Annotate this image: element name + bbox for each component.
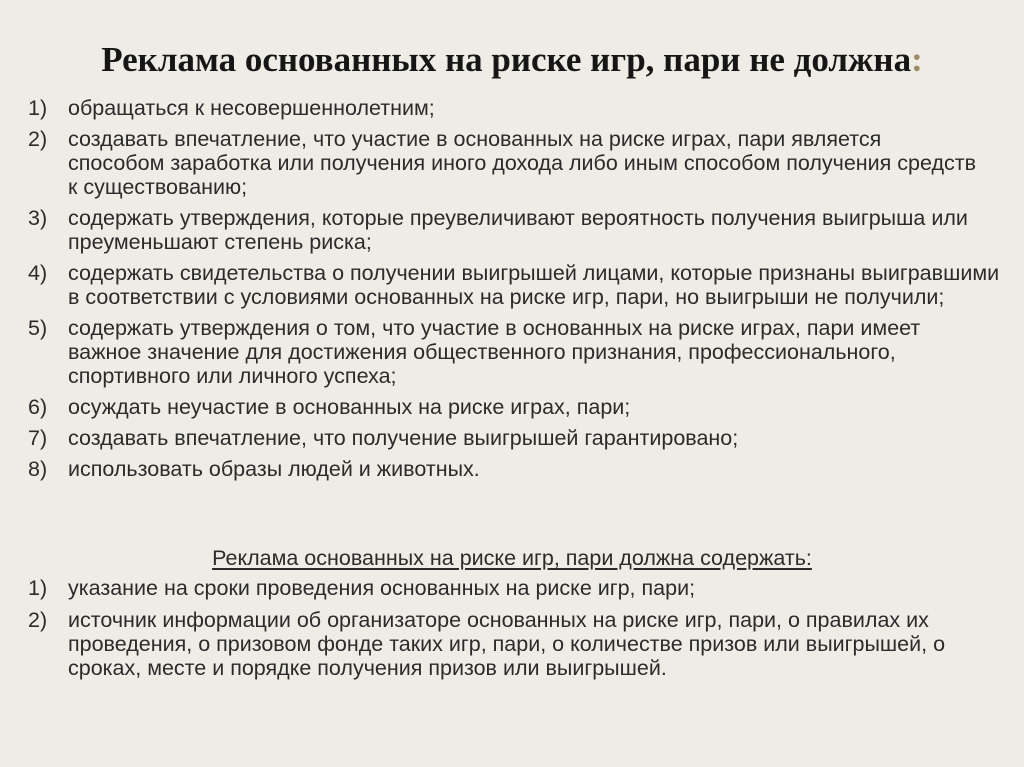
list-item <box>28 395 968 419</box>
item-number: 5) <box>28 316 48 340</box>
list-item <box>28 608 1013 680</box>
list-item <box>28 457 968 481</box>
item-text: создавать впечатление, что участие в основанных на риске играх, пари является способом заработка или получения иного дохода либо иным способом получения средств к существованию; <box>68 127 977 199</box>
list-item <box>28 127 983 199</box>
item-number: 4) <box>28 261 48 285</box>
list-item <box>28 576 968 600</box>
prohibitions-list <box>28 96 1008 488</box>
item-number: 8) <box>28 457 48 481</box>
item-number: 2) <box>28 127 48 151</box>
slide-title <box>0 38 1024 82</box>
requirements-heading <box>0 545 1024 571</box>
item-text: содержать свидетельства о получении выигрышей лицами, которые признаны выигравшими в соответствии с условиями основанных на риске игр, пари, но выигрыши не получили; <box>68 261 1000 309</box>
title-text: Реклама основанных на риске игр, пари не должна <box>101 40 912 79</box>
item-number: 6) <box>28 395 48 419</box>
list-item <box>28 261 1008 309</box>
item-text: указание на сроки проведения основанных на риске игр, пари; <box>68 576 696 600</box>
item-text: содержать утверждения, которые преувеличивают вероятность получения выигрыша или преуменьшают степень риска; <box>68 206 968 254</box>
requirements-list <box>28 576 1008 688</box>
item-text: содержать утверждения о том, что участие в основанных на риске играх, пари имеет важное значение для достижения общественного признания, профессионального, спортивного или личного успеха; <box>68 316 921 388</box>
list-item <box>28 316 993 388</box>
item-text: создавать впечатление, что получение выигрышей гарантировано; <box>68 426 739 450</box>
requirements-heading-text: Реклама основанных на риске игр, пари должна содержать: <box>212 546 812 570</box>
item-text: источник информации об организаторе основанных на риске игр, пари, о правилах их проведения, о призовом фонде таких игр, пари, о количестве призов или выигрышей, о сроках, месте и порядке получения призов или выигрышей. <box>68 608 946 680</box>
item-number: 7) <box>28 426 48 450</box>
item-text: обращаться к несовершеннолетним; <box>68 96 435 120</box>
item-text: использовать образы людей и животных. <box>68 457 480 481</box>
item-number: 1) <box>28 96 48 120</box>
list-item <box>28 96 868 120</box>
list-item <box>28 206 1013 254</box>
item-text: осуждать неучастие в основанных на риске играх, пари; <box>68 395 631 419</box>
item-number: 1) <box>28 576 48 600</box>
item-number: 3) <box>28 206 48 230</box>
item-number: 2) <box>28 608 48 632</box>
title-colon: : <box>911 40 923 79</box>
list-item <box>28 426 968 450</box>
